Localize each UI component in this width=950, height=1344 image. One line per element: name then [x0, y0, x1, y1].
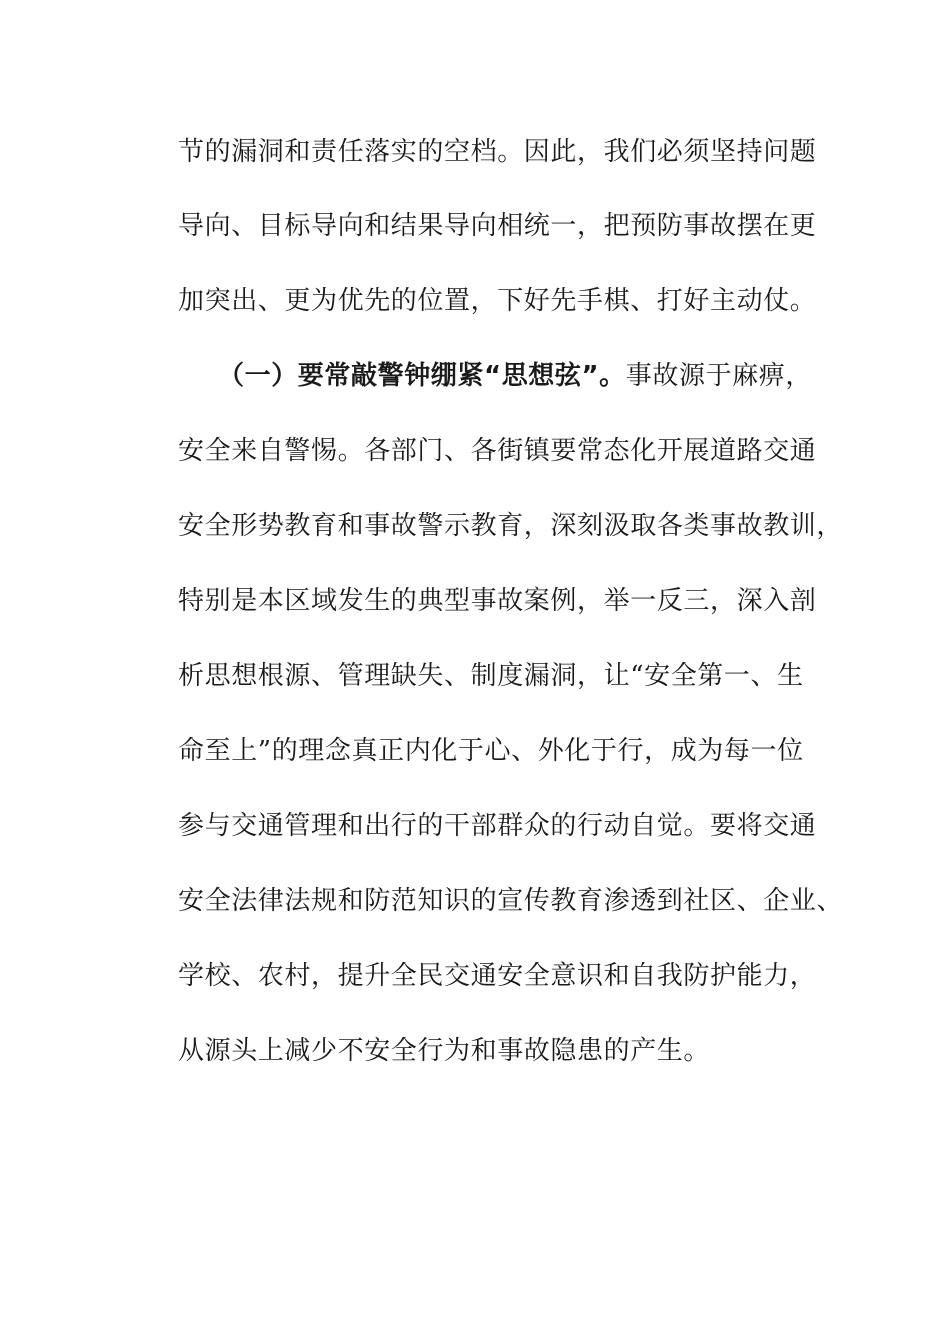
body-line: 参与交通管理和出行的干部群众的行动自觉。要将交通: [178, 811, 817, 841]
section-heading: （一）要常敲警钟绷紧“思想弦”。: [218, 361, 626, 391]
body-line: 从源头上减少不安全行为和事故隐患的产生。: [178, 1036, 711, 1066]
body-line: 安全来自警惕。各部门、各街镇要常态化开展道路交通: [178, 436, 817, 466]
body-line: 导向、目标导向和结果导向相统一，把预防事故摆在更: [178, 211, 817, 241]
body-line: 加突出、更为优先的位置，下好先手棋、打好主动仗。: [178, 286, 817, 316]
body-line: 安全形势教育和事故警示教育，深刻汲取各类事故教训，: [178, 511, 844, 541]
section-lead-text: 事故源于麻痹，: [625, 361, 812, 391]
body-line: 析思想根源、管理缺失、制度漏洞，让“安全第一、生: [178, 661, 804, 691]
body-line: 特别是本区域发生的典型事故案例，举一反三，深入剖: [178, 586, 817, 616]
body-line: 命至上”的理念真正内化于心、外化于行，成为每一位: [178, 736, 804, 766]
body-line: 安全法律法规和防范知识的宣传教育渗透到社区、企业、: [178, 886, 844, 916]
section-first-line: [218, 356, 878, 396]
body-line: 学校、农村，提升全民交通安全意识和自我防护能力，: [178, 961, 817, 991]
body-line: 节的漏洞和责任落实的空档。因此，我们必须坚持问题: [178, 137, 817, 167]
